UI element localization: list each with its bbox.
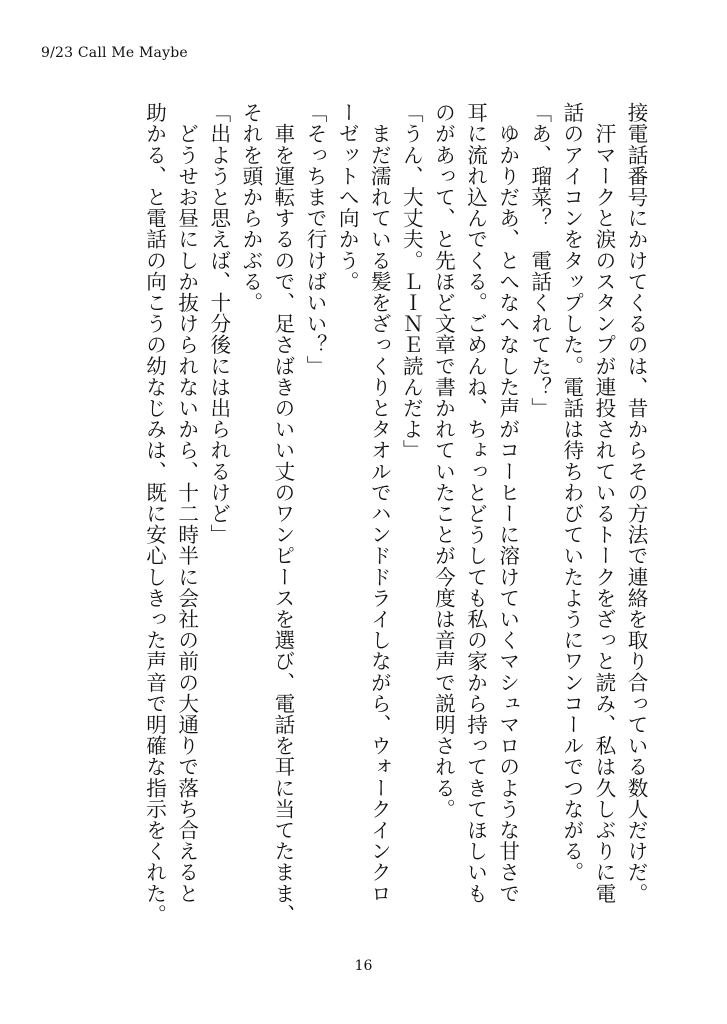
text-line: 汗マークと涙のスタンプが連投されているトークをざっと読み、私は久しぶりに電 (591, 102, 616, 904)
running-header: 9/23 Call Me Maybe (41, 45, 188, 61)
page-number: 16 (354, 958, 373, 974)
text-line: 耳に流れ込んでくる。ごめんね、ちょっとどうしても私の家から持ってきてほしいも (463, 102, 488, 904)
text-line: ゆかりだあ、とへなへなした声がコーヒーに溶けていくマシュマロのような甘さで (495, 102, 520, 904)
text-line: 「出ようと思えば、十分後には出られるけど」 (206, 102, 231, 546)
text-line: のがあって、と先ほど文章で書かれていたことが今度は音声で説明される。 (431, 102, 456, 820)
text-line: 「そっちまで行けばいい？」 (303, 102, 328, 377)
text-line: 接電話番号にかけてくるのは、昔からその方法で連絡を取り合っている数人だけだ。 (624, 102, 648, 904)
text-line: ーゼットへ向かう。 (335, 102, 360, 292)
text-line: それを頭からかぶる。 (238, 102, 263, 313)
body-text (52, 102, 652, 928)
text-line: 助かる、と電話の向こうの幼なじみは、既に安心しきった声音で明確な指示をくれた。 (142, 102, 167, 925)
text-line: 話のアイコンをタップした。電話は待ちわびていたようにワンコールでつながる。 (559, 102, 584, 883)
text-line: どうせお昼にしか抜けられないから、十二時半に会社の前の大通りで落ち合えると (174, 102, 199, 904)
text-line: 「あ、瑠菜？ 電話くれてた？」 (527, 102, 552, 419)
text-line: 車を運転するので、足さばきのいい丈のワンピースを選び、電話を耳に当てたまま、 (270, 102, 295, 925)
text-line: まだ濡れている髪をざっくりとタオルでハンドドライしながら、ウォークインクロ (367, 102, 392, 904)
text-line: 「うん、大丈夫。ＬＩＮＥ読んだよ」 (399, 102, 424, 461)
